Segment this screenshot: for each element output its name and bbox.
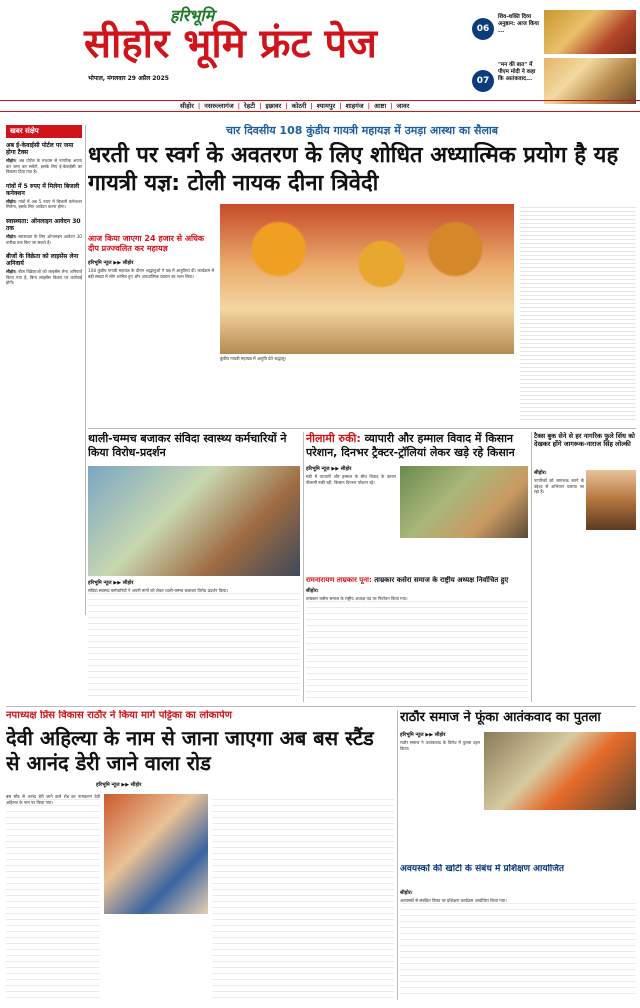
story-headline-main: व्यापारी और हम्माल विवाद में किसान परेशान, दिनभर ट्रैक्टर-ट्रॉलियां लेकर खड़े रहे किसान <box>306 432 515 459</box>
teaser-text: शिव-शक्ति दिव्य अनुष्ठान: आज किया ... <box>498 14 539 34</box>
city-list <box>180 102 409 111</box>
story-headline-prefix: नीलामी रुकी: <box>306 432 361 445</box>
story-headline <box>306 576 528 586</box>
story-headline: राठौर समाज ने फूंका आतंकवाद का पुतला <box>400 710 601 725</box>
teaser-2[interactable] <box>472 60 542 104</box>
sidebar-item-body: बीज विक्रेताओं को लाइसेंस लेना अनिवार्य किया गया है, बिना लाइसेंस विक्रय पर कार्रवाई होगी। <box>6 269 82 286</box>
story-headline: टैक्स बुक सेने से हर नागरिक फुले सिंध को देखकर होंगे जागरूक-नाराज सिंह लोल्की <box>534 432 635 448</box>
story-training <box>400 864 636 1002</box>
story-byline: सीहोर। <box>534 470 547 476</box>
lead-body-right <box>520 204 636 420</box>
story-headline: देवी अहिल्या के नाम से जाना जाएगा अब बस स्टैंड से आनंद डेरी जाने वाला रोड <box>6 726 374 775</box>
city-separator: | <box>367 102 371 110</box>
city-link[interactable]: कोठरी <box>291 102 307 110</box>
story-byline: सीहोर। <box>306 588 319 594</box>
city-link[interactable]: सीहोर <box>180 102 194 110</box>
sidebar-item <box>6 142 82 175</box>
city-link[interactable]: इछावर <box>265 102 282 110</box>
sidebar-item-title: स्वास्थ्यता: ऑनलाइन आवेदन 30 तक <box>6 217 81 232</box>
teaser-number: 07 <box>472 70 494 92</box>
story-headline-main: ताम्रकार कसेरा समाज के राष्ट्रीय अध्यक्ष निर्वाचित हुए <box>374 576 509 584</box>
page-title: सीहोर भूमि फ्रंट पेज <box>84 21 377 67</box>
story-photo <box>104 794 208 914</box>
city-separator: | <box>390 102 393 110</box>
sidebar-item-lead: सीहोर। <box>6 198 17 204</box>
city-link[interactable]: श्यामपुर <box>316 102 336 110</box>
lead-headline: धरती पर स्वर्ग के अवतरण के लिए शोधित अध्यात्मिक प्रयोग है यह गायत्री यज्ञ: टोली नायक दीना त्रिवेदी <box>88 143 619 196</box>
sidebar-item-body: अब पोर्टल के माध्यम से नागरिक अपना कर जमा कर सकेंगे, इसके लिए ई-केवाईसी का विकल्प दिया गया है। <box>6 158 82 175</box>
story-tractor <box>534 432 636 702</box>
story-ahilya <box>6 710 394 1002</box>
story-photo <box>88 466 300 576</box>
lead-caption: कुंडीय गायत्री महायज्ञ में आहुति देते श्रद्धालु। <box>220 356 287 361</box>
sidebar-item <box>6 183 82 210</box>
city-separator: | <box>339 102 342 110</box>
lead-byline: हरिभूमि न्यूज ▶▶ सीहोर <box>88 260 134 266</box>
lead-subhead: आज किया जाएगा 24 हजार से अधिक दीप प्रज्ज्वलित कर महायज्ञ <box>88 234 205 253</box>
teaser-1[interactable] <box>472 12 542 52</box>
dateline: भोपाल, मंगलवार 29 अप्रैल 2025 <box>88 75 169 82</box>
sidebar <box>6 125 82 625</box>
story-body-right <box>212 794 394 1000</box>
city-link[interactable]: नसरुल्लागंज <box>204 102 234 110</box>
story-photo <box>484 732 636 810</box>
city-separator: | <box>310 102 313 110</box>
city-link[interactable]: रेहटी <box>244 102 256 110</box>
sidebar-item <box>6 218 82 245</box>
story-byline: हरिभूमि न्यूज ▶▶ सीहोर <box>400 732 446 738</box>
teaser-photo-1 <box>544 10 636 54</box>
story-body: मंडी में व्यापारी और हम्माल के बीच विवाद के कारण नीलामी रुकी रही, किसान दिनभर परेशान रहे। <box>306 474 396 485</box>
lead-body: 108 कुंडीय गायत्री महायज्ञ के दौरान श्रद्धालुओं ने यज्ञ में आहुतियां दीं। कार्यक्रम में बड़ी संख्या में लोग शामिल हुए और आध्यात्मिक प्रवचन का लाभ लिया। <box>88 268 214 279</box>
story-rashtriya <box>306 576 528 702</box>
sidebar-list <box>6 142 82 286</box>
city-strip <box>0 100 640 112</box>
lead-kicker: चार दिवसीय 108 कुंडीय गायत्री महायज्ञ में उमड़ा आस्था का सैलाब <box>225 124 499 137</box>
sidebar-item-lead: सीहोर। <box>6 269 17 275</box>
story-byline: सीहोर। <box>400 890 413 896</box>
lead-story <box>88 124 636 424</box>
sidebar-item-title: अब ई-केवाईसी पोर्टल पर जमा होगा टैक्स <box>6 142 74 156</box>
story-body: राठौर समाज ने आतंकवाद के विरोध में पुतला दहन किया। <box>400 740 480 751</box>
story-body: नागरिकों को जागरूक करने के उद्देश्य से अभियान चलाया जा रहा है। <box>534 478 584 495</box>
city-separator: | <box>237 102 241 110</box>
city-link[interactable]: शाहगंज <box>345 102 364 110</box>
story-byline: हरिभूमि न्यूज ▶▶ सीहोर <box>96 782 142 788</box>
sidebar-item-body: स्वास्थ्यता के लिए ऑनलाइन आवेदन 30 तारीख तक किए जा सकते हैं। <box>6 233 82 245</box>
city-separator: | <box>285 102 288 110</box>
sidebar-item-lead: सीहोर। <box>6 158 17 163</box>
sidebar-item-body: गांवों में अब 5 रुपए में बिजली कनेक्शन मिलेगा, इसके लिए आवेदन करना होगा। <box>6 198 82 210</box>
teaser-number: 06 <box>472 18 494 40</box>
story-kicker: नपाध्यक्ष प्रिंस विकास राठौर ने किया मार्ग पट्टिका का लोकार्पण <box>6 710 232 721</box>
city-separator: | <box>197 102 201 110</box>
story-headline: थाली-चम्मच बजाकर संविदा स्वास्थ्य कर्मचारियों ने किया विरोध-प्रदर्शन <box>88 432 287 459</box>
story-photo <box>400 466 528 538</box>
sidebar-header: खबर संक्षेप <box>6 125 82 138</box>
story-photo <box>586 470 636 530</box>
city-separator: | <box>259 102 262 110</box>
story-body: संविदा स्वास्थ्य कर्मचारियों ने अपनी मांगों को लेकर थाली-चम्मच बजाकर विरोध प्रदर्शन किया। <box>88 588 300 698</box>
masthead <box>0 0 640 120</box>
story-byline: हरिभूमि न्यूज ▶▶ सीहोर <box>88 580 134 586</box>
sidebar-item-lead: सीहोर। <box>6 233 17 239</box>
sidebar-item-title: गांवों में 5 रुपए में मिलेगा बिजली कनेक्शन <box>6 182 80 197</box>
teaser-photo-2 <box>544 58 636 104</box>
sidebar-item <box>6 253 82 286</box>
story-body: बस स्टैंड से आनंद डेरी जाने वाले रोड का नामकरण देवी अहिल्या के नाम पर किया गया। <box>6 794 100 1000</box>
story-byline: हरिभूमि न्यूज ▶▶ सीहोर <box>306 466 352 472</box>
story-headline: अवयस्कों की खोटी के संबंध में प्रशिक्षण आयोजित <box>400 864 565 874</box>
lead-photo <box>220 204 514 354</box>
city-link[interactable]: आष्टा <box>374 102 387 110</box>
story-body: अवयस्कों से संबंधित विषय पर प्रशिक्षण कार्यक्रम आयोजित किया गया। <box>400 898 636 998</box>
story-headline <box>306 432 528 462</box>
teaser-text: "मन की बात" में पीएम मोदी ने कहा कि आतंकवाद... <box>498 62 536 82</box>
story-contract <box>88 432 300 702</box>
story-headline-prefix: रामनारायण ताम्रकार पूना: <box>306 576 372 584</box>
story-rathore <box>400 710 636 860</box>
story-mandi <box>306 432 528 572</box>
city-link[interactable]: जावर <box>396 102 410 110</box>
brand-logo: हरिभूमि <box>170 6 215 25</box>
sidebar-item-title: बीजों के विक्रेता को लाइसेंस लेना अनिवार्य <box>6 253 79 268</box>
story-body: ताम्रकार कसेरा समाज के राष्ट्रीय अध्यक्ष पद पर निर्वाचन किया गया। <box>306 596 528 700</box>
